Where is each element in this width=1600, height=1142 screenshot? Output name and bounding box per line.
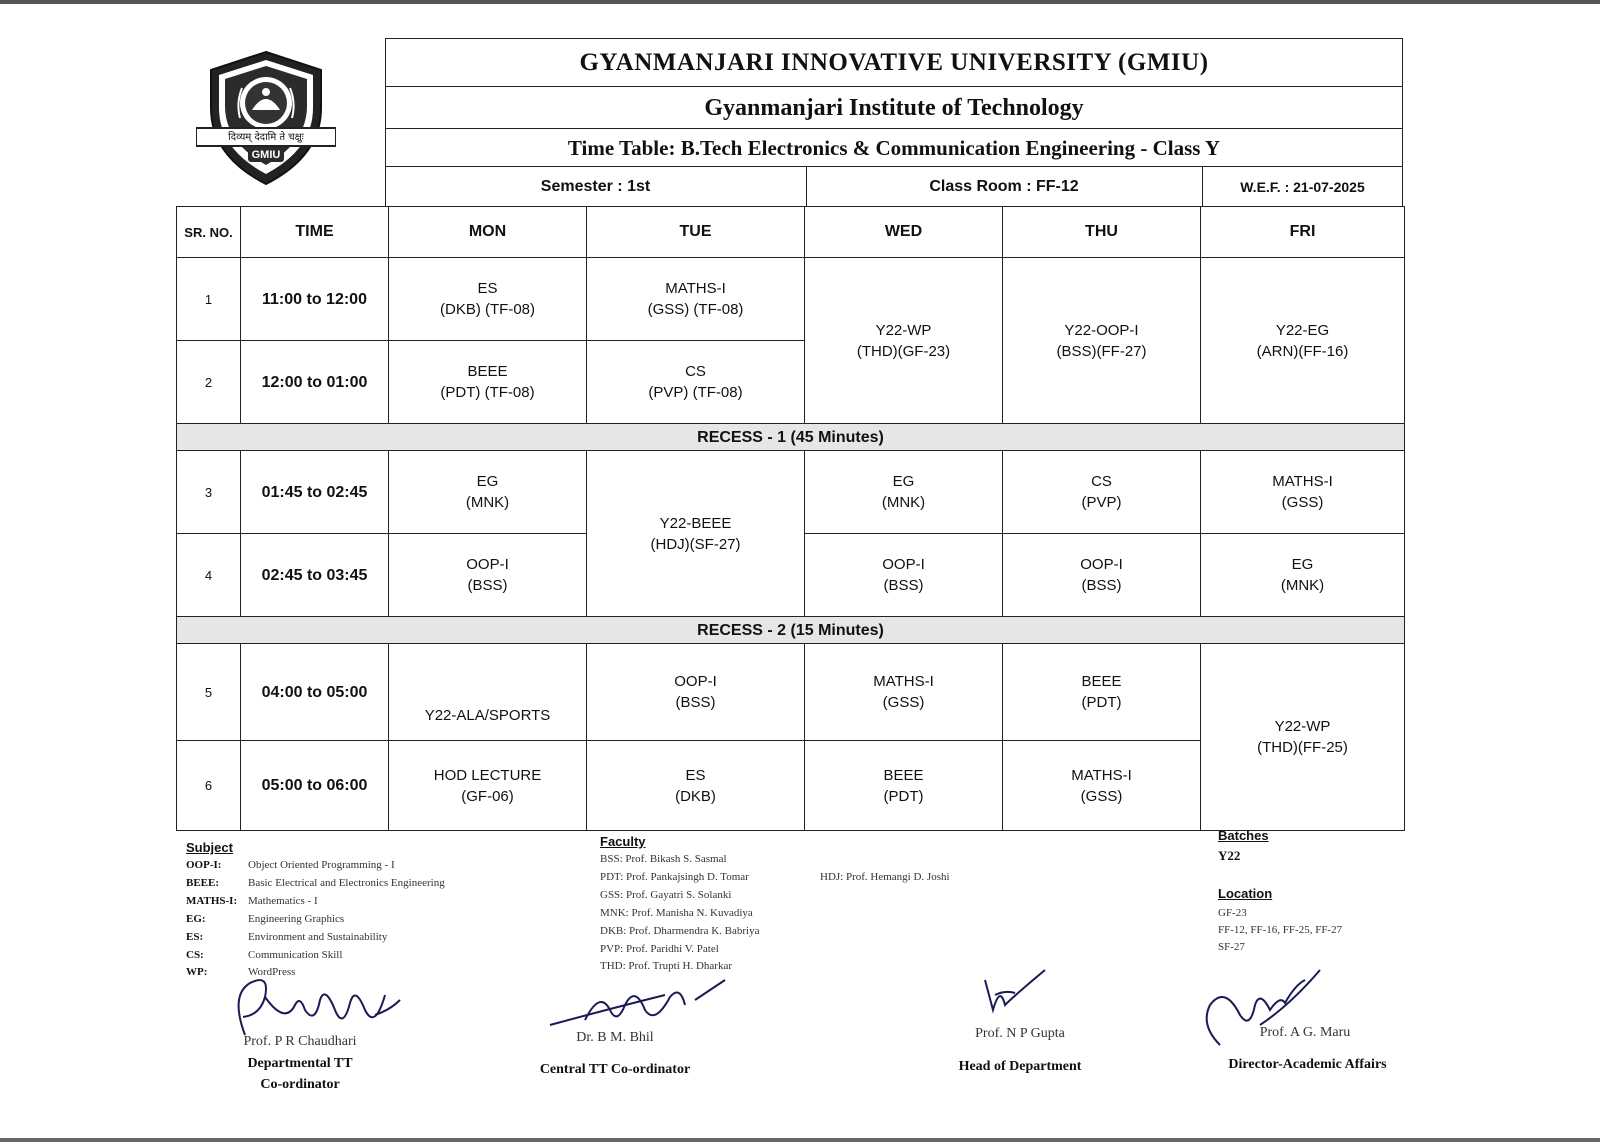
recess-2-label: RECESS - 2 (15 Minutes) [177,617,1405,644]
timetable-title: Time Table: B.Tech Electronics & Communication Engineering - Class Y [567,136,1221,160]
header-rule [385,128,1403,129]
subject-item: MATHS-I: Mathematics - I [186,895,318,907]
classroom-label: Class Room : FF-12 [929,178,1079,195]
lecture-cell: OOP-I (BSS) [1003,534,1201,617]
faculty-item: THD: Prof. Trupti H. Dharkar [600,960,732,972]
institute-name: Gyanmanjari Institute of Technology [704,95,1084,121]
lecture-cell: OOP-I (BSS) [389,534,587,617]
batches-title: Batches [1218,828,1269,843]
lecture-cell: Y22-EG (ARN)(FF-16) [1201,258,1405,424]
time-cell: 04:00 to 05:00 [241,644,389,741]
lecture-cell: Y22-ALA/SPORTS [389,644,587,741]
signatory-role: Head of Department [958,1059,1082,1074]
faculty-item: MNK: Prof. Manisha N. Kuvadiya [600,907,753,919]
lecture-cell: Y22-BEEE (HDJ)(SF-27) [587,451,805,617]
sr-cell: 4 [177,534,241,617]
lecture-cell: HOD LECTURE (GF-06) [389,741,587,831]
col-header-time: TIME [241,207,389,258]
lecture-cell: MATHS-I (GSS) [1201,451,1405,534]
faculty-item: BSS: Prof. Bikash S. Sasmal [600,853,727,865]
subject-item: ES: Environment and Sustainability [186,931,388,943]
sr-cell: 1 [177,258,241,341]
gmiu-logo [196,48,336,188]
logo-motto: दिव्यम् देदामि ते चक्षुः [228,132,304,143]
time-cell: 02:45 to 03:45 [241,534,389,617]
subject-item: BEEE: Basic Electrical and Electronics Engineering [186,877,445,889]
lecture-cell: EG (MNK) [805,451,1003,534]
sr-cell: 2 [177,341,241,424]
signatory-role: Director-Academic Affairs [1228,1057,1387,1072]
lecture-cell: BEEE (PDT) [1003,644,1201,741]
lecture-cell: BEEE (PDT) [805,741,1003,831]
lecture-cell: CS (PVP) [1003,451,1201,534]
top-edge-line [0,0,1600,4]
lecture-cell: ES (DKB) (TF-08) [389,258,587,341]
location-title: Location [1218,886,1273,901]
table-row [177,451,1405,534]
logo-abbr: GMIU [251,149,281,161]
lecture-cell: Y22-WP (THD)(GF-23) [805,258,1003,424]
lecture-cell: MATHS-I (GSS) [805,644,1003,741]
signatory-role: Co-ordinator [260,1077,340,1092]
col-header-mon: MON [389,207,587,258]
time-cell: 05:00 to 06:00 [241,741,389,831]
signatory-role: Departmental TT [247,1056,353,1071]
lecture-cell: MATHS-I (GSS) (TF-08) [587,258,805,341]
subject-item: WP: WordPress [186,966,296,978]
col-header-tue: TUE [587,207,805,258]
recess-1-label: RECESS - 1 (45 Minutes) [177,424,1405,451]
lecture-cell: BEEE (PDT) (TF-08) [389,341,587,424]
wef-date: W.E.F. : 21-07-2025 [1240,179,1365,195]
lecture-cell: Y22-WP (THD)(FF-25) [1201,644,1405,831]
header-rule [385,166,1403,167]
signatory-name: Prof. P R Chaudhari [243,1034,357,1049]
sr-cell: 6 [177,741,241,831]
lecture-cell: EG (MNK) [1201,534,1405,617]
signatory-name: Prof. N P Gupta [975,1026,1065,1041]
subject-item: CS: Communication Skill [186,949,343,961]
lecture-cell: EG (MNK) [389,451,587,534]
col-header-sr: SR. NO. [177,207,241,258]
signature-bhil [545,975,745,1035]
subject-item: OOP-I: Object Oriented Programming - I [186,859,395,871]
faculty-item: GSS: Prof. Gayatri S. Solanki [600,889,732,901]
signature-maru [1200,965,1330,1055]
bottom-edge-line [0,1138,1600,1142]
time-cell: 12:00 to 01:00 [241,341,389,424]
header-rule [385,86,1403,87]
semester-label: Semester : 1st [540,178,651,195]
header-rule [385,38,1403,39]
lecture-cell: MATHS-I (GSS) [1003,741,1201,831]
table-row [177,258,1405,341]
sr-cell: 3 [177,451,241,534]
recess-row [177,424,1405,451]
signatory-role: Central TT Co-ordinator [539,1062,691,1077]
sr-cell: 5 [177,644,241,741]
faculty-item: PVP: Prof. Paridhi V. Patel [600,943,719,955]
lecture-cell: CS (PVP) (TF-08) [587,341,805,424]
faculty-item: PDT: Prof. Pankajsingh D. Tomar [600,871,749,883]
faculty-title: Faculty [600,834,646,849]
recess-row [177,617,1405,644]
timetable [176,206,1405,831]
lecture-cell: OOP-I (BSS) [587,644,805,741]
signature-gupta [975,965,1055,1025]
subject-item: EG: Engineering Graphics [186,913,345,925]
table-row [177,644,1405,741]
faculty-item: DKB: Prof. Dharmendra K. Babriya [600,925,760,937]
subject-title: Subject [186,840,233,855]
signatory-name: Dr. B M. Bhil [576,1030,654,1045]
university-name: GYANMANJARI INNOVATIVE UNIVERSITY (GMIU) [579,49,1209,76]
location-item: GF-23 [1218,907,1247,919]
location-item: SF-27 [1218,941,1245,953]
signatory-name: Prof. A G. Maru [1259,1025,1351,1040]
col-header-fri: FRI [1201,207,1405,258]
lecture-cell: ES (DKB) [587,741,805,831]
time-cell: 01:45 to 02:45 [241,451,389,534]
location-item: FF-12, FF-16, FF-25, FF-27 [1218,924,1343,936]
faculty-item: HDJ: Prof. Hemangi D. Joshi [820,871,950,883]
batches-value: Y22 [1218,848,1241,863]
time-cell: 11:00 to 12:00 [241,258,389,341]
lecture-cell: OOP-I (BSS) [805,534,1003,617]
table-header-row [177,207,1405,258]
col-header-thu: THU [1003,207,1201,258]
col-header-wed: WED [805,207,1003,258]
lecture-cell: Y22-OOP-I (BSS)(FF-27) [1003,258,1201,424]
